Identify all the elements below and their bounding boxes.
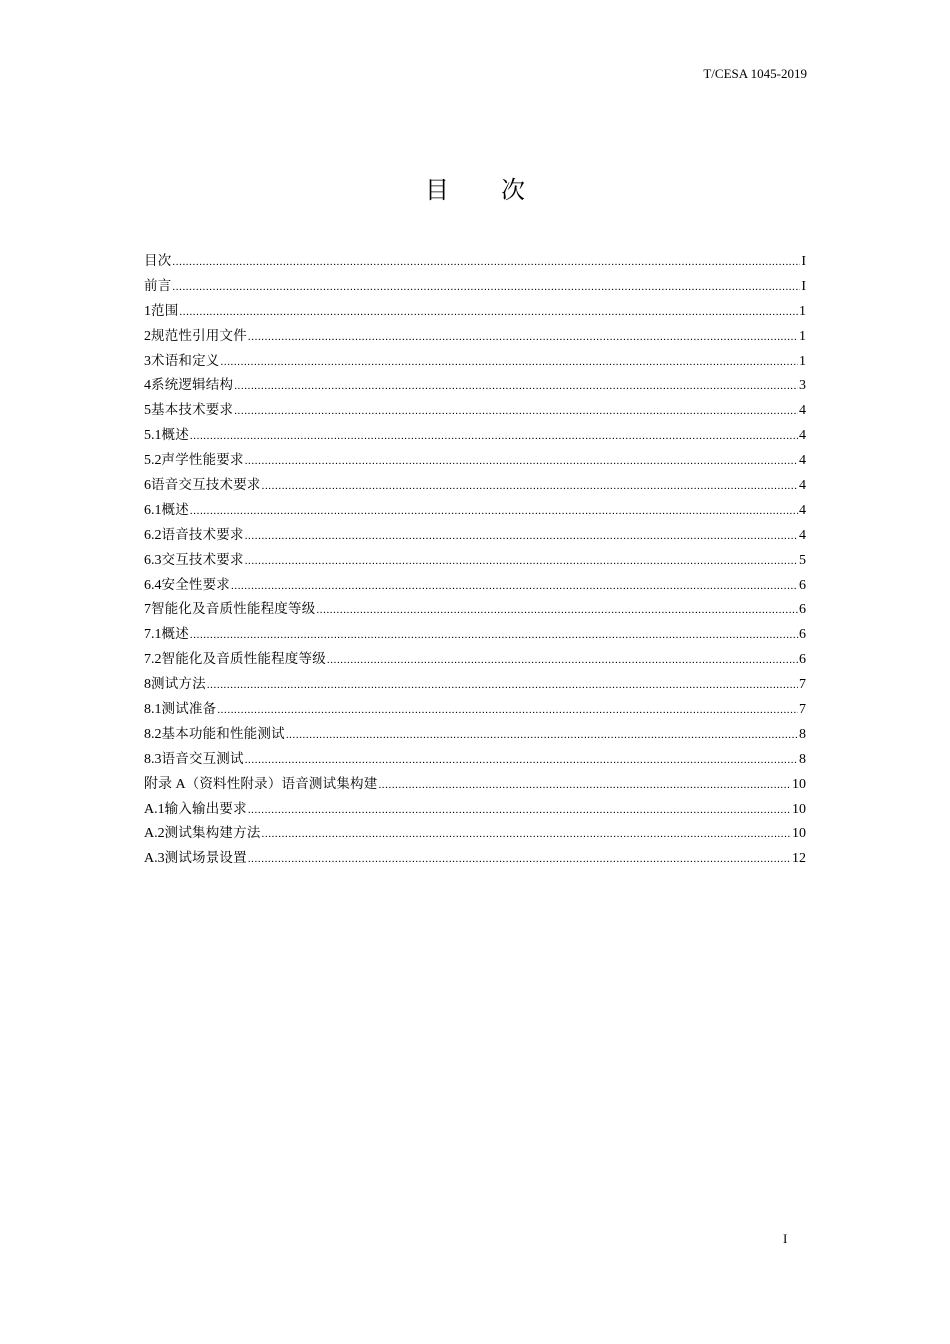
- toc-entry-number: 1: [144, 303, 151, 319]
- toc-entry[interactable]: [144, 747, 806, 772]
- toc-entry-label: （资料性附录）语音测试集构建: [185, 775, 378, 792]
- toc-entry[interactable]: [144, 597, 806, 622]
- toc-leader: [190, 623, 798, 648]
- toc-entry-number: 6.3: [144, 552, 162, 568]
- toc-leader: [172, 275, 800, 300]
- toc-entry-number: 5.1: [144, 428, 162, 444]
- toc-leader: [190, 424, 798, 449]
- toc-entry-number: 5: [144, 403, 151, 419]
- toc-entry-page: 6: [799, 652, 806, 668]
- toc-entry[interactable]: [144, 548, 806, 573]
- toc-entry-number: 附录 A: [144, 776, 186, 792]
- toc-entry-page: 10: [792, 801, 806, 817]
- toc-entry[interactable]: [144, 722, 806, 747]
- toc-entry-label: 概述: [161, 427, 189, 444]
- toc-entry-label: 测试准备: [161, 701, 217, 718]
- toc-entry-number: 3: [144, 353, 151, 369]
- toc-leader: [217, 698, 798, 723]
- toc-entry-label: 目次: [144, 253, 172, 269]
- toc-entry-label: 测试集构建方法: [164, 825, 261, 842]
- toc-leader: [316, 598, 798, 623]
- toc-entry-label: 交互技术要求: [161, 551, 244, 568]
- toc-entry[interactable]: [144, 473, 806, 498]
- toc-entry-label: 语音技术要求: [161, 526, 244, 543]
- toc-entry-number: A.2: [144, 826, 165, 842]
- toc-entry-page: 5: [799, 552, 806, 568]
- toc-leader: [234, 399, 798, 424]
- toc-entry-number: 7.1: [144, 627, 162, 643]
- toc-entry-number: 6.2: [144, 527, 162, 543]
- toc-entry-page: 4: [799, 527, 806, 543]
- toc-entry[interactable]: [144, 274, 806, 299]
- toc-entry-page: 4: [799, 453, 806, 469]
- toc-leader: [286, 723, 798, 748]
- toc-entry-page: 3: [799, 378, 806, 394]
- toc-entry-page: 4: [799, 403, 806, 419]
- toc-entry-page: 7: [799, 677, 806, 693]
- toc-entry-page: 1: [799, 303, 806, 319]
- toc-entry-label: 测试场景设置: [164, 850, 247, 867]
- toc-leader: [245, 748, 798, 773]
- toc-entry[interactable]: [144, 373, 806, 398]
- toc-entry-page: 6: [799, 627, 806, 643]
- toc-leader: [262, 474, 798, 499]
- toc-entry-page: 10: [792, 826, 806, 842]
- toc-entry[interactable]: [144, 846, 806, 871]
- toc-leader: [231, 574, 798, 599]
- toc-entry[interactable]: [144, 324, 806, 349]
- toc-leader: [248, 325, 798, 350]
- toc-entry-page: I: [801, 278, 806, 294]
- toc-entry-page: 8: [799, 726, 806, 742]
- toc-leader: [248, 847, 791, 872]
- toc-entry[interactable]: [144, 573, 806, 598]
- page-number: I: [783, 1231, 788, 1246]
- toc-entry-label: 基本技术要求: [151, 402, 234, 419]
- toc-entry-number: 8.3: [144, 751, 162, 767]
- toc-entry-page: I: [801, 254, 806, 269]
- toc-leader: [207, 673, 798, 698]
- toc-entry-page: 4: [799, 478, 806, 494]
- toc-leader: [172, 250, 800, 275]
- toc-entry-label: 概述: [161, 501, 189, 518]
- toc-entry-number: 8.2: [144, 726, 162, 742]
- toc-entry-number: 7: [144, 602, 151, 618]
- toc-entry-page: 6: [799, 602, 806, 618]
- toc-leader: [179, 300, 798, 325]
- toc-entry-page: 7: [799, 702, 806, 718]
- toc-entry-number: 4: [144, 378, 151, 394]
- toc-entry-number: A.3: [144, 851, 165, 867]
- toc-entry[interactable]: [144, 772, 806, 797]
- toc-leader: [248, 798, 791, 823]
- toc-entry-page: 6: [799, 577, 806, 593]
- toc-entry[interactable]: [144, 249, 806, 274]
- document-code: T/CESA 1045-2019: [703, 66, 807, 81]
- toc-entry-number: 7.2: [144, 652, 162, 668]
- toc-entry-number: 8.1: [144, 702, 162, 718]
- toc-entry-label: 声学性能要求: [161, 452, 244, 469]
- toc-entry-page: 8: [799, 751, 806, 767]
- toc-entry[interactable]: [144, 448, 806, 473]
- toc-entry-label: 范围: [151, 302, 179, 319]
- toc-entry-label: 智能化及音质性能程度等级: [151, 601, 316, 618]
- toc-leader: [190, 499, 798, 524]
- toc-entry-label: 规范性引用文件: [151, 327, 247, 344]
- toc-entry-label: 术语和定义: [151, 352, 220, 369]
- toc-entry[interactable]: [144, 622, 806, 647]
- toc-entry-page: 1: [799, 328, 806, 344]
- toc-entry-number: A.1: [144, 801, 165, 817]
- toc-entry-label: 智能化及音质性能程度等级: [161, 651, 326, 668]
- toc-leader: [245, 449, 798, 474]
- toc-leader: [234, 374, 798, 399]
- toc-entry-number: 5.2: [144, 453, 162, 469]
- toc-entry-label: 输入输出要求: [164, 800, 247, 817]
- toc-entry-label: 概述: [161, 626, 189, 643]
- toc-entry-number: 6.4: [144, 577, 162, 593]
- toc-list: [144, 249, 806, 871]
- toc-entry[interactable]: [144, 398, 806, 423]
- toc-leader: [245, 549, 798, 574]
- toc-entry-label: 语音交互技术要求: [151, 477, 261, 494]
- toc-entry[interactable]: [144, 672, 806, 697]
- toc-entry-number: 8: [144, 677, 151, 693]
- toc-entry[interactable]: [144, 349, 806, 374]
- toc-entry-page: 4: [799, 428, 806, 444]
- toc-entry[interactable]: [144, 423, 806, 448]
- toc-title: [0, 170, 950, 205]
- toc-leader: [221, 350, 799, 375]
- toc-leader: [245, 524, 798, 549]
- toc-entry-number: 6.1: [144, 502, 162, 518]
- toc-title-part2: 次: [501, 176, 525, 204]
- toc-entry-label: 语音交互测试: [161, 750, 244, 767]
- toc-entry-label: 前言: [144, 277, 172, 294]
- toc-leader: [327, 648, 798, 673]
- toc-entry[interactable]: [144, 299, 806, 324]
- toc-entry-number: 2: [144, 328, 151, 344]
- toc-entry-page: 12: [792, 851, 806, 867]
- toc-entry-page: 4: [799, 502, 806, 518]
- toc-entry-label: 安全性要求: [161, 576, 230, 593]
- toc-title-part1: 目: [425, 176, 449, 204]
- toc-leader: [262, 822, 791, 847]
- toc-entry[interactable]: [144, 523, 806, 548]
- toc-entry[interactable]: [144, 821, 806, 846]
- toc-leader: [378, 773, 791, 798]
- toc-entry-page: 10: [792, 776, 806, 792]
- toc-entry[interactable]: [144, 797, 806, 822]
- toc-entry-page: 1: [799, 353, 806, 369]
- toc-entry[interactable]: [144, 697, 806, 722]
- toc-entry[interactable]: [144, 647, 806, 672]
- toc-entry-label: 测试方法: [151, 676, 206, 693]
- toc-entry[interactable]: [144, 498, 806, 523]
- toc-entry-number: 6: [144, 478, 151, 494]
- toc-entry-label: 系统逻辑结构: [151, 377, 234, 394]
- toc-entry-label: 基本功能和性能测试: [161, 725, 285, 742]
